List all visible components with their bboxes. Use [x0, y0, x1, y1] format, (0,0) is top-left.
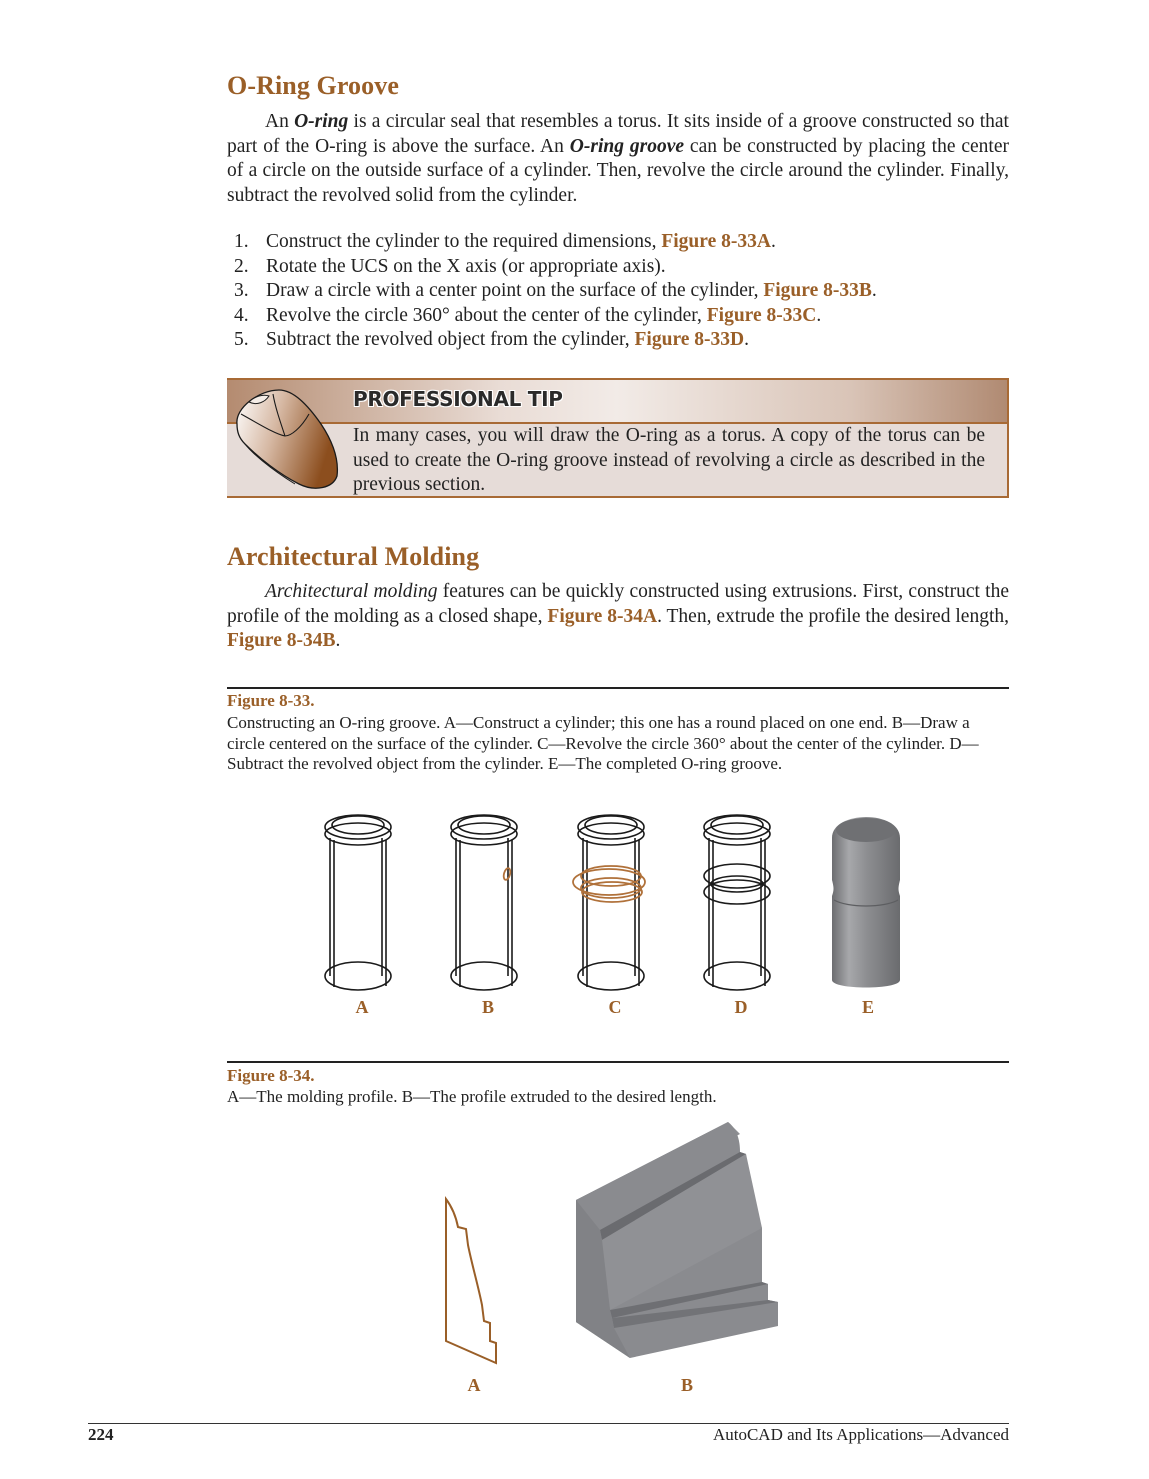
o-ring-intro-paragraph [227, 110, 1009, 208]
term-o-ring: O-ring [294, 111, 349, 132]
step-text: Construct the cylinder to the required dimensions, [266, 231, 662, 252]
figure-33-label-b: B [481, 997, 494, 1017]
step-item [234, 328, 1014, 353]
step-item [234, 279, 1014, 304]
tip-title: PROFESSIONAL TIP [353, 387, 563, 411]
step-number: 2. [234, 255, 249, 277]
figure-33-label-a: A [355, 997, 369, 1017]
step-text: Rotate the UCS on the X axis (or appropriate axis). [266, 255, 666, 277]
tip-body-text: In many cases, you will draw the O-ring as a torus. A copy of the torus can be used to create the O-ring groove instead of revolving a circle as described in the previous section. [353, 425, 985, 495]
step-end: . [770, 231, 776, 252]
molding-profile-icon [440, 1195, 510, 1375]
molding-intro-paragraph [227, 580, 1009, 654]
step-number: 5. [234, 329, 249, 350]
cylinder-c-wireframe-icon [575, 812, 655, 992]
professional-tip-box [227, 378, 1009, 498]
figure-reference-link[interactable]: Figure 8-33D [634, 329, 745, 350]
figure-reference-link[interactable]: Figure 8-33B [763, 280, 872, 301]
step-end: . [744, 329, 749, 350]
term-o-ring-groove: O-ring groove [569, 135, 685, 157]
figure-reference-link[interactable]: Figure 8-34B [227, 630, 336, 651]
step-text: Draw a circle with a center point on the surface of the cylinder, [266, 280, 764, 301]
mouse-icon [229, 384, 353, 496]
step-text: Subtract the revolved object from the cylinder, [266, 329, 635, 350]
section-heading-architectural-molding: Architectural Molding [227, 542, 480, 571]
book-title: AutoCAD and Its Applications—Advanced [712, 1425, 1009, 1444]
figure-reference-link[interactable]: Figure 8-33C [706, 304, 817, 326]
step-item [234, 255, 1014, 280]
step-end: . [871, 280, 877, 301]
figure-34-label-b: B [680, 1375, 693, 1395]
figure-reference-link[interactable]: Figure 8-33A [661, 231, 771, 252]
step-item [234, 304, 1014, 329]
step-item [234, 230, 1014, 255]
figure-33-label-c: C [608, 997, 622, 1017]
cylinder-d-wireframe-icon [701, 812, 781, 992]
text-run: features can be quickly constructed using extrusions. First, construct the profile of the molding as a closed shape, [227, 581, 1010, 627]
steps-list [234, 230, 1014, 353]
step-text: Revolve the circle 360° about the center of the cylinder, [266, 304, 707, 326]
step-number: 3. [234, 280, 249, 301]
footer-divider [88, 1423, 1009, 1424]
step-number: 4. [234, 304, 249, 326]
figure-33-title: Figure 8-33. [227, 691, 315, 710]
figure-34-label-a: A [467, 1375, 481, 1395]
section-heading-o-ring-groove: O-Ring Groove [227, 71, 399, 100]
cylinder-b-wireframe-icon [448, 812, 528, 992]
cylinder-e-solid-icon [828, 808, 908, 988]
step-end: . [816, 304, 822, 326]
figure-divider [227, 1061, 1009, 1063]
step-number: 1. [234, 231, 249, 252]
figure-divider [227, 687, 1009, 689]
figure-33-label-d: D [734, 997, 748, 1017]
figure-34-title: Figure 8-34. [227, 1066, 315, 1085]
figure-33-caption: Constructing an O-ring groove. A—Construct a cylinder; this one has a round placed on one end. B—Draw a circle centered on the surface of the cylinder. C—Revolve the circle 360° about the center of the cylinder. D—Subtract the revolved object from the cylinder. E—The completed O-ring groove. [227, 713, 979, 773]
text-run: . Then, extrude the profile the desired length, [657, 605, 1009, 627]
term-architectural-molding: Architectural molding [265, 581, 438, 602]
figure-34-caption: A—The molding profile. B—The profile extruded to the desired length. [227, 1087, 717, 1106]
text-run: is a circular seal that resembles a torus. It sits inside of a groove constructed so that part of the O-ring is above the surface. An [227, 111, 1009, 157]
text-run: . [335, 630, 341, 651]
figure-33-label-e: E [861, 997, 874, 1017]
text-run: can be constructed by placing the center of a circle on the outside surface of a cylinder. Then, revolve the circle around the cylinder. Finally, subtract the revolved solid from the cylinder. [227, 135, 1010, 206]
figure-reference-link[interactable]: Figure 8-34A [547, 605, 658, 627]
text-run: An [265, 111, 295, 132]
molding-extrusion-icon [572, 1122, 792, 1372]
cylinder-a-wireframe-icon [322, 812, 402, 992]
page-number: 224 [88, 1425, 114, 1444]
